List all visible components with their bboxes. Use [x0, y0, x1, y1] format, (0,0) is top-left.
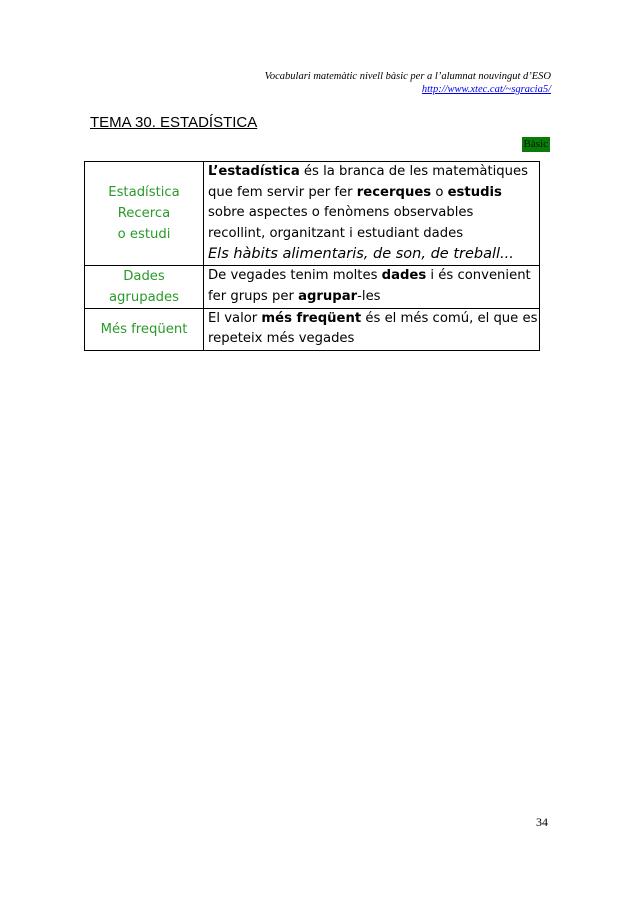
term-cell: [85, 308, 204, 350]
table-row: [85, 265, 540, 308]
page-title: TEMA 30. ESTADÍSTICA: [90, 114, 258, 131]
table-row: [85, 308, 540, 350]
definition-line: recollint, organitzant i estudiant dades: [208, 225, 464, 241]
level-badge: Bàsic: [523, 138, 548, 150]
term-text: Més freqüent: [100, 321, 188, 337]
table-row: [85, 162, 540, 266]
term-cell: [85, 265, 204, 308]
term-text: agrupades: [108, 289, 180, 305]
header-url-link[interactable]: http://www.xtec.cat/~sgracia5/: [421, 84, 551, 95]
definition-cell: [204, 162, 540, 266]
term-cell: [85, 162, 204, 266]
definition-line: repeteix més vegades: [208, 331, 355, 346]
term-text: Recerca: [117, 205, 171, 221]
vocabulary-table: [84, 161, 540, 351]
definition-line: sobre aspectes o fenòmens observables: [208, 205, 474, 220]
term-text: Estadística: [108, 184, 180, 200]
page-number: 34: [536, 815, 548, 829]
definition-cell: [204, 308, 540, 350]
definition-line: L’estadística és la branca de les matemàtiques: [208, 164, 528, 179]
definition-line: De vegades tenim moltes dades i és convenient: [208, 268, 531, 283]
definition-line: fer grups per agrupar-les: [208, 288, 381, 304]
definition-line: El valor més freqüent és el més comú, el que es: [208, 310, 538, 326]
definition-line: que fem servir per fer recerques o estudis: [208, 184, 502, 200]
definition-example: Els hàbits alimentaris, de son, de treball...: [208, 246, 514, 262]
term-text: Dades: [123, 268, 165, 284]
term-text: o estudi: [117, 226, 171, 242]
header-subtitle: Vocabulari matemàtic nivell bàsic per a l’alumnat nouvingut d’ESO: [264, 71, 551, 82]
definition-cell: [204, 265, 540, 308]
